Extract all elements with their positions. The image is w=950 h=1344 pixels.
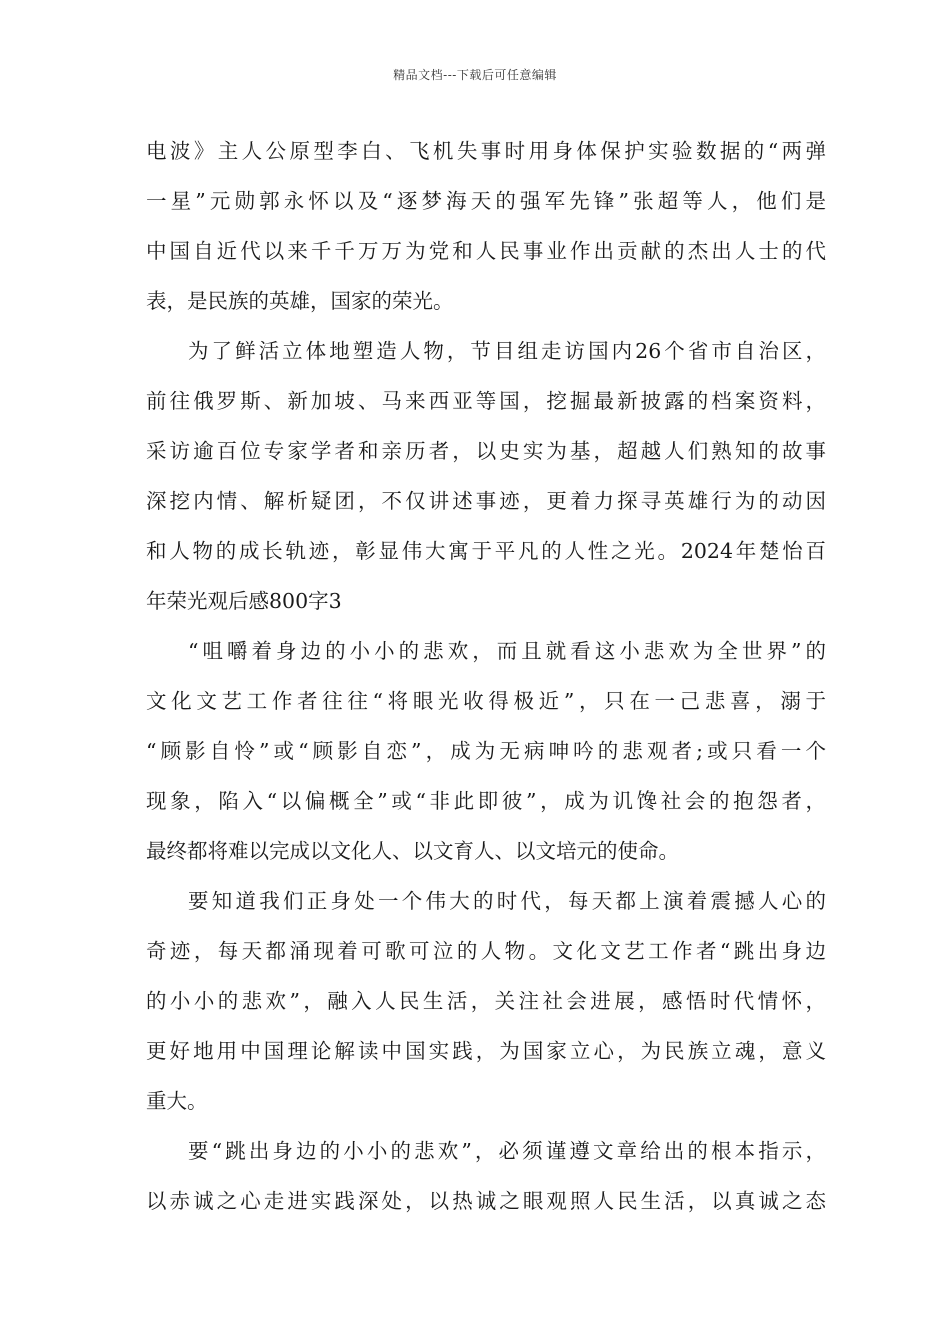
text-line: 和人物的成长轨迹，彰显伟大寓于平凡的人性之光。2024年楚怡百 (146, 539, 826, 563)
paragraph-4 (146, 876, 826, 1126)
text-line: 以赤诚之心走进实践深处，以热诚之眼观照人民生活，以真诚之态 (146, 1189, 826, 1213)
text-line: 文化文艺工作者往往“将眼光收得极近”，只在一己悲喜，溺于 (146, 689, 826, 713)
paragraph-3 (146, 626, 826, 876)
text-line: 深挖内情、解析疑团，不仅讲述事迹，更着力探寻英雄行为的动因 (146, 489, 826, 513)
text-line: 前往俄罗斯、新加坡、马来西亚等国，挖掘最新披露的档案资料， (146, 389, 826, 413)
text-line: 重大。 (146, 1089, 208, 1113)
page-header: 精品文档---下载后可任意编辑 (393, 68, 557, 82)
text-line: 的小小的悲欢”，融入人民生活，关注社会进展，感悟时代情怀， (146, 989, 826, 1013)
text-line: 电波》主人公原型李白、飞机失事时用身体保护实验数据的“两弹 (146, 139, 826, 163)
text-line: 为了鲜活立体地塑造人物，节目组走访国内26个省市自治区， (188, 339, 826, 363)
text-line: 最终都将难以完成以文化人、以文育人、以文培元的使命。 (146, 839, 679, 863)
text-line: 年荣光观后感800字3 (146, 589, 342, 613)
text-line: 要“跳出身边的小小的悲欢”，必须谨遵文章给出的根本指示， (188, 1139, 826, 1163)
text-line: 要知道我们正身处一个伟大的时代，每天都上演着震撼人心的 (188, 889, 826, 913)
paragraph-1 (146, 126, 826, 326)
text-line: “咀嚼着身边的小小的悲欢，而且就看这小悲欢为全世界”的 (188, 639, 826, 663)
paragraph-5 (146, 1126, 826, 1226)
text-line: 一星”元勋郭永怀以及“逐梦海天的强军先锋”张超等人，他们是 (146, 189, 826, 213)
text-line: 奇迹，每天都涌现着可歌可泣的人物。文化文艺工作者“跳出身边 (146, 939, 826, 963)
text-line: 现象，陷入“以偏概全”或“非此即彼”，成为讥馋社会的抱怨者， (146, 789, 826, 813)
text-line: 中国自近代以来千千万万为党和人民事业作出贡献的杰出人士的代 (146, 239, 826, 263)
document-body (146, 126, 826, 1226)
paragraph-2 (146, 326, 826, 626)
text-line: 表，是民族的英雄，国家的荣光。 (146, 289, 454, 313)
text-line: 采访逾百位专家学者和亲历者，以史实为基，超越人们熟知的故事 (146, 439, 826, 463)
text-line: “顾影自怜”或“顾影自恋”，成为无病呻吟的悲观者;或只看一个 (146, 739, 826, 763)
text-line: 更好地用中国理论解读中国实践，为国家立心，为民族立魂，意义 (146, 1039, 826, 1063)
